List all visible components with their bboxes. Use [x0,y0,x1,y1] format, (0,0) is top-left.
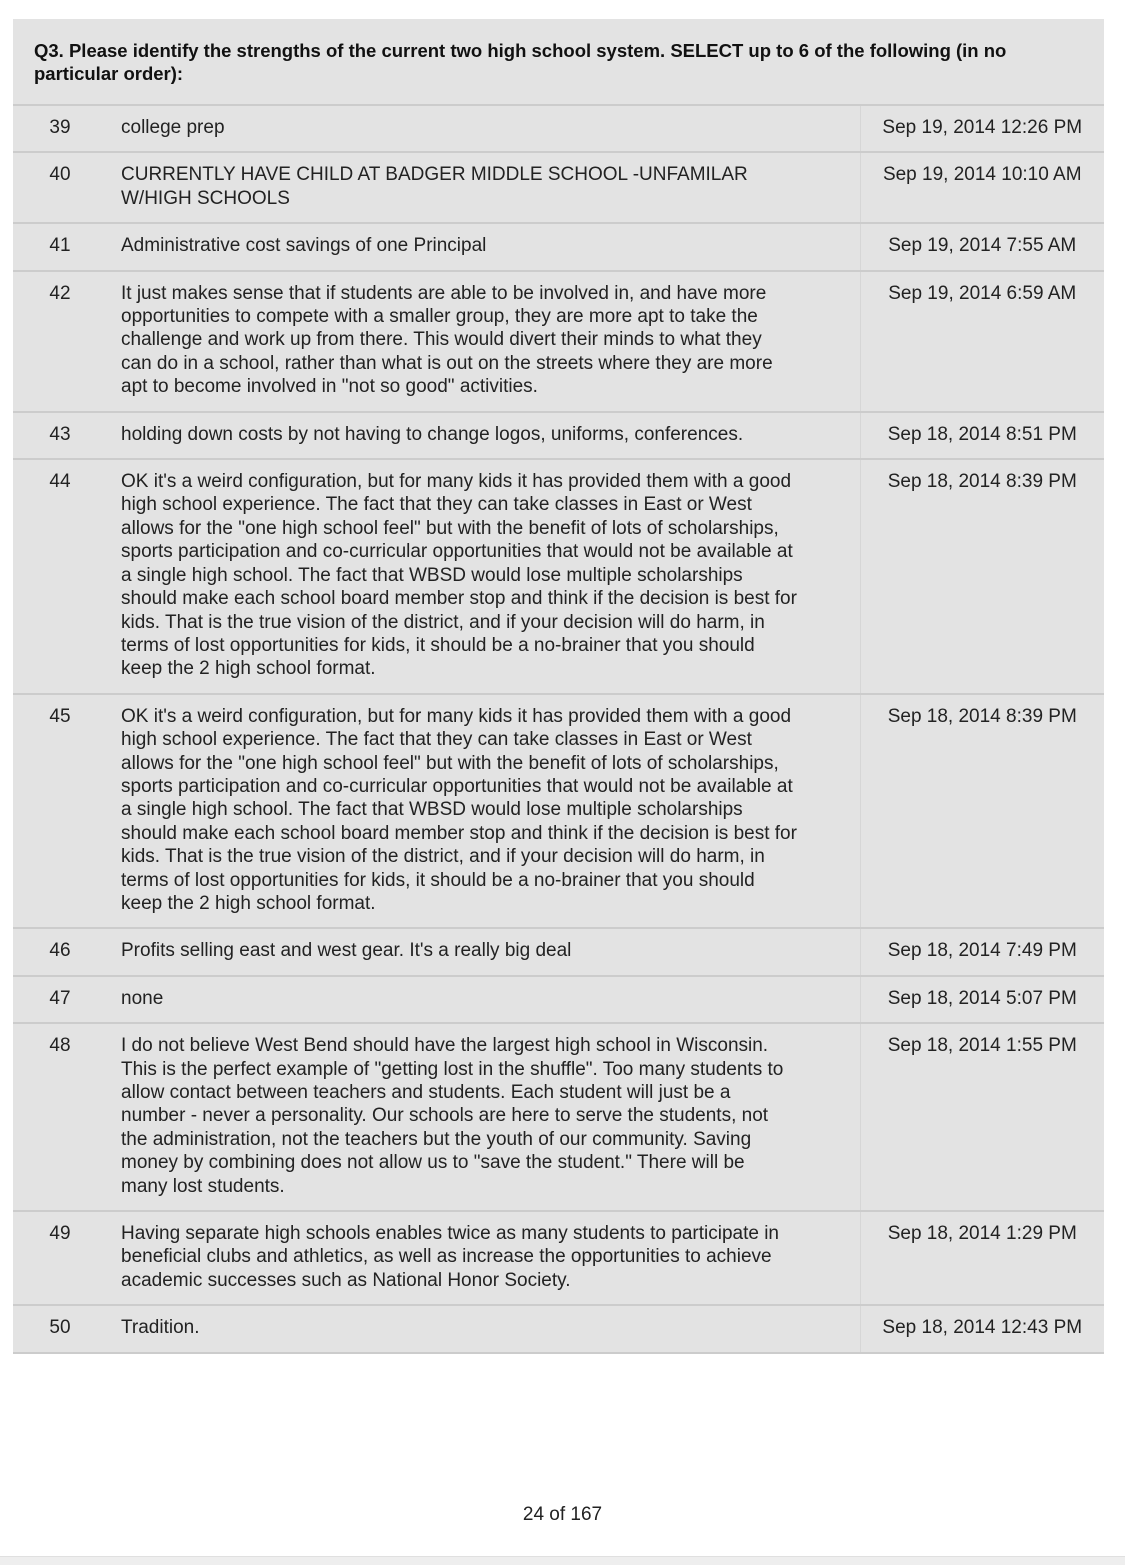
response-timestamp: Sep 19, 2014 12:26 PM [860,105,1104,152]
page-number: 24 of 167 [522,1504,603,1525]
response-number: 40 [13,152,107,223]
response-text-line: none [121,987,164,1009]
response-timestamp: Sep 18, 2014 1:29 PM [860,1211,1104,1305]
response-row [13,1211,1104,1305]
response-text-line: Administrative cost savings of one Principal [121,235,487,257]
response-text [107,459,860,694]
response-text [107,152,860,223]
response-timestamp: Sep 18, 2014 12:43 PM [860,1305,1104,1352]
response-number: 47 [13,976,107,1023]
response-text-line: a single high school. The fact that WBSD would lose multiple scholarships [121,799,743,821]
response-text [107,271,860,412]
response-timestamp: Sep 19, 2014 10:10 AM [860,152,1104,223]
response-text-line: allows for the "one high school feel" but with the benefit of lots of scholarships, [121,517,779,539]
response-text-line: kids. That is the true vision of the district, and if your decision will do harm, in [121,846,765,868]
response-text-line: apt to become involved in "not so good" activities. [121,376,538,398]
response-text-line: Having separate high schools enables twice as many students to participate in [121,1223,779,1245]
response-row [13,694,1104,929]
response-text-line: sports participation and co-curricular opportunities that would not be available at [121,775,793,797]
response-row [13,105,1104,152]
response-text-line: the administration, not the teachers but the youth of our community. Saving [121,1128,752,1150]
response-timestamp: Sep 19, 2014 6:59 AM [860,271,1104,412]
question-heading [13,19,1104,105]
response-text-line: money by combining does not allow us to "save the student." There will be [121,1152,745,1174]
response-text-line: kids. That is the true vision of the district, and if your decision will do harm, in [121,611,765,633]
response-text-line: OK it's a weird configuration, but for many kids it has provided them with a good [121,705,792,727]
response-timestamp: Sep 18, 2014 8:51 PM [860,412,1104,459]
response-row [13,412,1104,459]
response-timestamp: Sep 18, 2014 8:39 PM [860,694,1104,929]
response-number: 44 [13,459,107,694]
response-row [13,152,1104,223]
response-text-line: It just makes sense that if students are able to be involved in, and have more [121,282,767,304]
table-body [13,19,1104,1353]
response-text-line: OK it's a weird configuration, but for many kids it has provided them with a good [121,471,792,493]
response-row [13,928,1104,975]
response-text-line: beneficial clubs and athletics, as well as increase the opportunities to achieve [121,1246,772,1268]
response-row [13,223,1104,270]
response-number: 50 [13,1305,107,1352]
response-text-line: allows for the "one high school feel" but with the benefit of lots of scholarships, [121,752,779,774]
response-number: 39 [13,105,107,152]
response-row [13,1305,1104,1352]
response-text-line: challenge and work up from there. This would divert their minds to what they [121,329,762,351]
response-text-line: CURRENTLY HAVE CHILD AT BADGER MIDDLE SCHOOL -UNFAMILAR [121,164,748,186]
response-text-line: opportunities to compete with a smaller group, they are more apt to take the [121,306,758,328]
response-text [107,1023,860,1211]
response-timestamp: Sep 18, 2014 8:39 PM [860,459,1104,694]
response-text [107,1305,860,1352]
response-number: 42 [13,271,107,412]
response-text-line: should make each school board member stop and think if the decision is best for [121,822,797,844]
response-text-line: college prep [121,117,225,138]
response-text-line: can do in a school, rather than what is out on the streets where they are more [121,352,773,374]
response-text [107,105,860,152]
response-text-line: terms of lost opportunities for kids, it should be a no-brainer that you should [121,869,755,891]
response-text [107,976,860,1023]
response-text [107,928,860,975]
response-number: 46 [13,928,107,975]
response-text-line: academic successes such as National Honor Society. [121,1269,571,1291]
question-line: Q3. Please identify the strengths of the current two high school system. SELECT up to 6 of the following (in no [34,40,1007,61]
response-timestamp: Sep 18, 2014 7:49 PM [860,928,1104,975]
response-text-line: Tradition. [121,1317,200,1339]
response-text-line: high school experience. The fact that they can take classes in East or West [121,494,752,516]
response-text [107,412,860,459]
response-number: 48 [13,1023,107,1211]
response-text-line: sports participation and co-curricular opportunities that would not be available at [121,541,793,563]
response-row [13,271,1104,412]
response-text-line: terms of lost opportunities for kids, it should be a no-brainer that you should [121,634,755,656]
response-text-line: allow contact between teachers and students. Each student will just be a [121,1082,731,1103]
response-row [13,976,1104,1023]
response-timestamp: Sep 18, 2014 1:55 PM [860,1023,1104,1211]
response-text [107,694,860,929]
response-text-line: high school experience. The fact that they can take classes in East or West [121,729,752,751]
response-text-line: many lost students. [121,1175,285,1197]
response-timestamp: Sep 18, 2014 5:07 PM [860,976,1104,1023]
response-text-line: Profits selling east and west gear. It's a really big deal [121,940,572,962]
response-number: 49 [13,1211,107,1305]
response-row [13,459,1104,694]
response-text-line: This is the perfect example of "getting lost in the shuffle". Too many students to [121,1058,784,1080]
response-text-line: holding down costs by not having to change logos, uniforms, conferences. [121,423,744,445]
response-text-line: W/HIGH SCHOOLS [121,187,290,209]
response-number: 43 [13,412,107,459]
response-number: 41 [13,223,107,270]
response-text-line: keep the 2 high school format. [121,892,376,914]
response-timestamp: Sep 19, 2014 7:55 AM [860,223,1104,270]
response-text-line: I do not believe West Bend should have the largest high school in Wisconsin. [121,1035,769,1057]
survey-response-table [13,19,1104,1354]
response-text-line: a single high school. The fact that WBSD would lose multiple scholarships [121,564,743,586]
response-text-line: keep the 2 high school format. [121,658,376,680]
response-text-line: number - never a personality. Our schools are here to serve the students, not [121,1105,769,1127]
response-text [107,223,860,270]
response-row [13,1023,1104,1211]
question-line: particular order): [34,63,184,84]
response-text-line: should make each school board member stop and think if the decision is best for [121,588,797,610]
response-number: 45 [13,694,107,929]
question-header-row [13,19,1104,105]
response-text [107,1211,860,1305]
